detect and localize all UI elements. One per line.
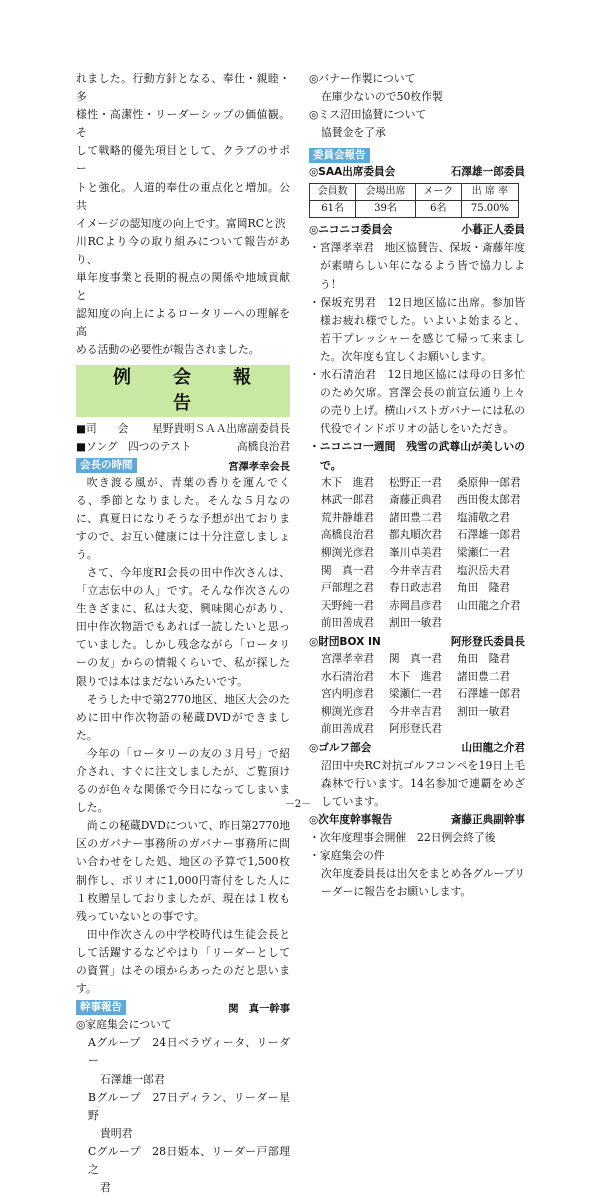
attendance-header-cell: 会員数	[310, 184, 356, 201]
intro-line: 川RCより今の取り組みについて報告があり、	[76, 234, 290, 266]
intro-line: して戦略的優先項目として、クラブのサポー	[76, 144, 290, 176]
member-name: 木下 進君	[389, 670, 442, 683]
president-paragraph: 田中作次さんの中学校時代は生徒会長として活躍するなどやはり「リーダーとしての資質」はその頃からあったのだと思います。	[76, 927, 290, 996]
golf-title: ◎ゴルフ部会	[309, 741, 372, 754]
president-paragraph: 尚この秘蔵DVDについて、昨日第2770地区のガバナー事務所のガバナー事務所に問い合わせをした処、地区の予算で1,500枚制作し、ポリオに1,000円寄付をした人に１枚贈呈しておりましたが、現在は１枚も残っていないとの事です。	[76, 819, 290, 923]
member-name: 今井幸吉君	[389, 564, 442, 577]
member-name: 石澤雄一郎君	[457, 529, 521, 542]
niko-item: ・水石清治君 12日地区協には母の日多忙のため欠席。宮澤会長の前宣伝通り上々の売り上げ。横山パストガバナーには私の代役でインドポリオの話しをいただき。	[309, 368, 525, 436]
family-groups	[76, 1034, 290, 1197]
saa-header	[309, 163, 525, 181]
family-group-leader: 君	[100, 1181, 111, 1195]
next-header	[309, 811, 525, 829]
left-column	[76, 70, 293, 1197]
banner-heading: ◎バナー作製について	[309, 72, 416, 85]
secretary-section-header	[76, 1000, 290, 1015]
member-name: 春日政志君	[389, 582, 442, 595]
right-column	[309, 70, 525, 902]
family-group-leader: 石澤雄一郎君	[100, 1072, 165, 1086]
member-name: 阿形登氏君	[389, 723, 442, 736]
member-name: 荒井静雄君	[321, 511, 374, 524]
member-name: 山田龍之介君	[457, 599, 521, 612]
role-value: 高橋良治君	[237, 440, 290, 453]
member-name: 割田一敏君	[389, 617, 442, 630]
meeting-report-banner: 例 会 報 告	[76, 365, 290, 417]
president-name: 宮澤孝幸会長	[228, 460, 290, 473]
niko-item: ・宮澤孝幸君 地区協賛告、保坂・斎藤年度が素晴らしい年になるよう皆で協力しよう！	[309, 241, 525, 291]
niko-name: 小暮正人委員	[461, 224, 525, 237]
president-paragraph: さて、今年度RI会長の田中作次さんは、「立志伝中の人」です。そんな作次さんの生きざまに、私は大変、興味関心があり、田中作次物語でもあれば一読したいと思っていました。しかし残念ながら「ロータリーの友」からの情報くらいで、私が探した限りでは本はまだないみたいです。	[76, 565, 290, 688]
member-name: 柳渕光彦君	[321, 705, 374, 718]
box-name: 阿形登氏委員長	[450, 635, 525, 648]
member-name: 割田一敏君	[457, 705, 510, 718]
family-group: Bグループ 27日ディラン、リーダー星野	[88, 1090, 290, 1122]
box-header	[309, 633, 525, 651]
member-name: 水石清治君	[321, 670, 374, 683]
golf-header	[309, 739, 525, 757]
role-row	[76, 420, 290, 438]
next-item: ・次年度理事会開催 22日例会終了後	[309, 831, 496, 845]
attendance-header-cell: メーク	[415, 184, 461, 201]
role-value: 星野貴明ＳＡＡ出席副委員長	[152, 422, 290, 435]
attendance-value-cell: 61名	[310, 201, 356, 218]
member-name: 西田俊太郎君	[457, 494, 521, 507]
golf-text: 沼田中央RC対抗ゴルフコンペを19日上毛森林で行います。14名参加で連覇をめざしています。	[321, 758, 525, 809]
member-name: 塩浦敬之君	[457, 511, 510, 524]
family-group: Aグループ 24日ベラヴィータ、リーダー	[88, 1036, 290, 1068]
intro-line: 単年度事業と長期的視点の関係や地域貢献と	[76, 271, 290, 303]
member-name: 林武一郎君	[321, 494, 374, 507]
committee-section-header	[309, 143, 525, 163]
member-name: 赤岡昌彦君	[389, 599, 442, 612]
intro-line: トと強化。人道的奉仕の重点化と増加。公共	[76, 180, 290, 212]
box-names	[309, 651, 525, 739]
member-name: 木下 進君	[321, 476, 374, 489]
family-group-leader: 貴明君	[100, 1126, 133, 1140]
intro-line: める活動の必要性が報告されました。	[76, 343, 260, 357]
attendance-table	[309, 183, 519, 218]
member-name: 斎藤正典君	[389, 494, 442, 507]
president-message	[76, 474, 290, 999]
member-name: 諸田豊二君	[457, 670, 510, 683]
president-paragraph: 吹き渡る風が、青葉の香りを運んでくる、季節となりました。そんな５月なのに、真夏日になりそうな予想が出ておりますので、お互い健康には十分注意しましょう。	[76, 475, 290, 561]
next-item: ・家庭集会の件	[309, 849, 385, 863]
member-name: 関 真一君	[389, 652, 442, 665]
miss-line: 協賛金を了承	[321, 126, 386, 140]
saa-name: 石澤雄一郎委員	[450, 166, 525, 179]
president-paragraph: そうした中で第2770地区、地区大会のために田中作次物語の秘蔵DVDができました。	[76, 692, 290, 742]
secretary-label: 幹事報告	[76, 1000, 126, 1015]
member-name: 柳渕光彦君	[321, 546, 374, 559]
saa-title: ◎SAA出席委員会	[309, 166, 396, 179]
golf-name: 山田龍之介君	[461, 741, 525, 754]
intro-text	[76, 70, 290, 360]
member-name: 角田 隆君	[457, 582, 510, 595]
member-name: 梁瀬仁一君	[389, 688, 442, 701]
member-name: 前田善成君	[321, 617, 374, 630]
attendance-value-cell: 6名	[415, 201, 461, 218]
member-name: 都丸順次君	[389, 529, 442, 542]
miss-heading: ◎ミス沼田協賛について	[309, 108, 427, 122]
attendance-value-cell: 75.00%	[461, 201, 518, 218]
attendance-value-cell: 39名	[356, 201, 415, 218]
roles-list	[76, 420, 290, 456]
member-name	[457, 721, 525, 739]
box-title: ◎財団BOX IN	[309, 635, 381, 648]
banner-line: 在庫少ないので50枚作製	[321, 90, 443, 104]
member-name: 角田 隆君	[457, 652, 510, 665]
member-name: 梁瀬仁一君	[457, 546, 510, 559]
member-name: 関 真一君	[321, 564, 374, 577]
member-name: 天野純一君	[321, 599, 374, 612]
role-label: ■ソング 四つのテスト	[76, 440, 192, 453]
member-name: 宮内明彦君	[321, 688, 374, 701]
next-name: 斎藤正典副幹事	[450, 814, 525, 827]
president-section-header	[76, 458, 290, 473]
attendance-value-row	[310, 201, 519, 218]
committee-label: 委員会報告	[309, 148, 370, 163]
family-meeting-heading: ◎家庭集会について	[76, 1018, 172, 1032]
attendance-header-cell: 会場出席	[356, 184, 415, 201]
president-label: 会長の時間	[76, 458, 137, 473]
secretary-name: 関 真一幹事	[228, 1003, 290, 1016]
niko-title: ◎ニコニコ委員会	[309, 224, 393, 237]
member-name: 峯川卓美君	[389, 546, 442, 559]
member-name: 今井幸吉君	[389, 705, 442, 718]
member-name: 桑原伸一郎君	[457, 476, 521, 489]
member-name: 高橋良治君	[321, 529, 374, 542]
intro-line: 様性・高潔性・リーダーシップの価値観。そ	[76, 108, 290, 140]
niko-item: ・保坂充男君 12日地区協に出席。参加皆様お疲れ様でした。いよいよ始まると、若干プレッシャーを感じて帰って来ました。次年度も宜しくお願いします。	[309, 295, 525, 363]
intro-line: 認知度の向上によるロータリーへの理解を高	[76, 307, 290, 339]
member-name: 前田善成君	[321, 723, 374, 736]
member-name: 宮澤孝幸君	[321, 652, 374, 665]
next-text: 次年度委員長は出欠をまとめ各グループリーダーに報告をお願いします。	[321, 867, 525, 899]
member-name: 松野正一君	[389, 476, 442, 489]
family-group: Cグループ 28日姫本、リーダー戸部理之	[88, 1144, 290, 1176]
attendance-header-row	[310, 184, 519, 201]
role-label: ■司 会	[76, 422, 129, 435]
member-name: 戸部理之君	[321, 582, 374, 595]
member-name: 諸田豊二君	[389, 511, 442, 524]
niko-week: ・ニコニコ一週間 残雪の武尊山が美しいので。	[309, 440, 525, 472]
niko-items	[309, 239, 525, 438]
page-number: －2－	[284, 799, 312, 810]
role-row	[76, 438, 290, 456]
member-name	[457, 615, 525, 633]
next-items	[309, 829, 525, 865]
intro-line: れました。行動方針となる、奉仕・親睦・多	[76, 72, 290, 104]
attendance-header-cell: 出 席 率	[461, 184, 518, 201]
member-name: 塩沢岳夫君	[457, 564, 510, 577]
member-name: 石澤雄一郎君	[457, 688, 521, 701]
niko-names	[309, 475, 525, 633]
president-paragraph: 今年の「ロータリーの友の３月号」で紹介され、すぐに注文しましたが、ご覧頂けるのが色々な関係で今日になってしまいました。	[76, 746, 290, 815]
niko-header	[309, 221, 525, 239]
intro-line: イメージの認知度の向上です。富岡RCと渋	[76, 216, 286, 230]
next-title: ◎次年度幹事報告	[309, 814, 393, 827]
